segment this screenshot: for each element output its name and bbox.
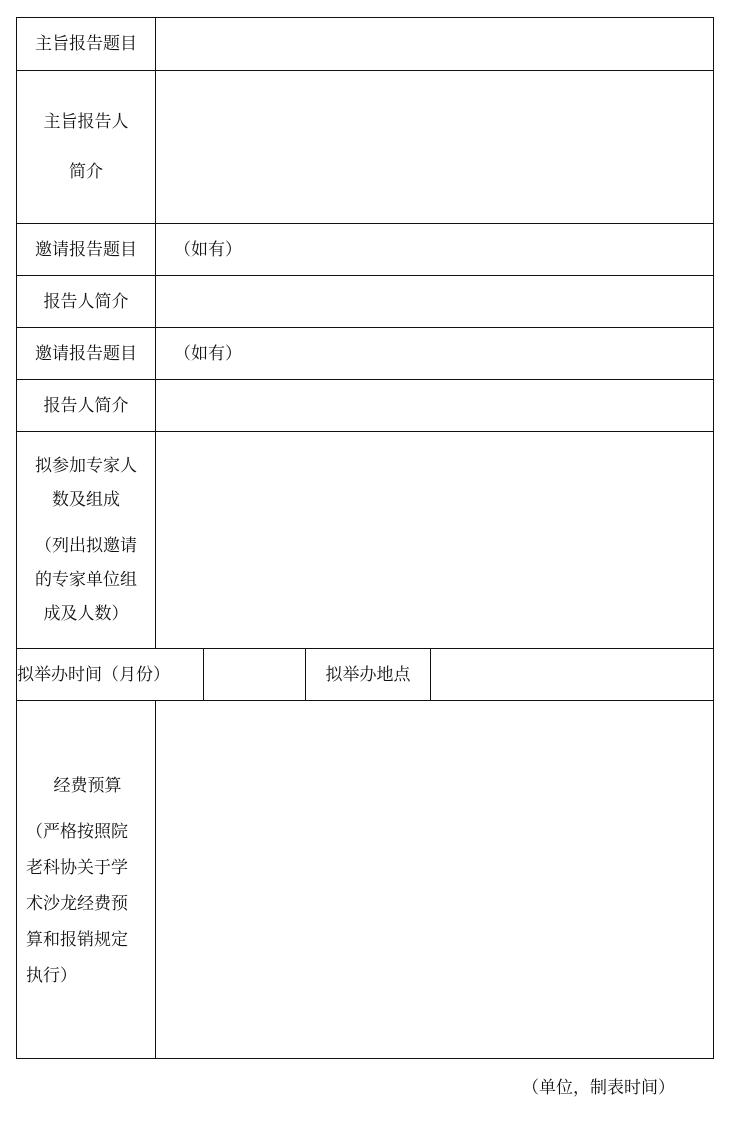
keynote-bio-label-line1: 主旨报告人: [43, 112, 129, 132]
speaker-bio-label-2: 报告人简介: [17, 380, 156, 432]
keynote-title-row: [17, 18, 714, 71]
invited-title-field-2[interactable]: [156, 328, 714, 380]
keynote-title-label: 主旨报告题目: [17, 18, 156, 71]
time-place-row: [17, 649, 714, 701]
experts-label-line2: 数及组成: [52, 490, 120, 510]
budget-title: 经费预算: [53, 775, 122, 796]
budget-note-line5: 执行）: [26, 965, 77, 986]
time-label: 拟举办时间（月份）: [17, 649, 204, 701]
budget-field[interactable]: [156, 701, 714, 1059]
keynote-bio-label-line2: 简介: [69, 162, 103, 182]
speaker-bio-label-1: 报告人简介: [17, 276, 156, 328]
budget-note-line1: （严格按照院: [26, 821, 128, 842]
speaker-bio-row-1: [17, 276, 714, 328]
invited-title-field-1[interactable]: [156, 224, 714, 276]
experts-field[interactable]: [156, 432, 714, 649]
budget-note-line4: 算和报销规定: [26, 929, 128, 950]
keynote-bio-label: [17, 71, 156, 224]
experts-row: [17, 432, 714, 649]
invited-title-label-2: 邀请报告题目: [17, 328, 156, 380]
invited-title-note-2: （如有）: [174, 343, 242, 364]
budget-label: [17, 701, 156, 1059]
experts-note-line1: （列出拟邀请: [35, 536, 137, 556]
invited-title-note-1: （如有）: [174, 239, 242, 260]
place-label: 拟举办地点: [306, 649, 431, 701]
invited-title-row-2: [17, 328, 714, 380]
place-field[interactable]: [431, 649, 714, 701]
experts-gap: [17, 517, 155, 529]
budget-note-line2: 老科协关于学: [26, 857, 128, 878]
speaker-bio-field-1[interactable]: [156, 276, 714, 328]
footer-note: （单位，制表时间）: [522, 1078, 675, 1098]
experts-label-line1: 拟参加专家人: [35, 456, 137, 476]
application-form-table: [16, 17, 714, 1059]
invited-title-label-1: 邀请报告题目: [17, 224, 156, 276]
speaker-bio-field-2[interactable]: [156, 380, 714, 432]
keynote-bio-field[interactable]: [156, 71, 714, 224]
budget-note-line3: 术沙龙经费预: [26, 893, 128, 914]
speaker-bio-row-2: [17, 380, 714, 432]
invited-title-row-1: [17, 224, 714, 276]
budget-row: [17, 701, 714, 1059]
keynote-title-field[interactable]: [156, 18, 714, 71]
keynote-bio-row: [17, 71, 714, 224]
time-field[interactable]: [204, 649, 306, 701]
experts-label: [17, 432, 156, 649]
experts-note-line3: 成及人数）: [43, 604, 129, 624]
experts-note-line2: 的专家单位组: [35, 570, 137, 590]
